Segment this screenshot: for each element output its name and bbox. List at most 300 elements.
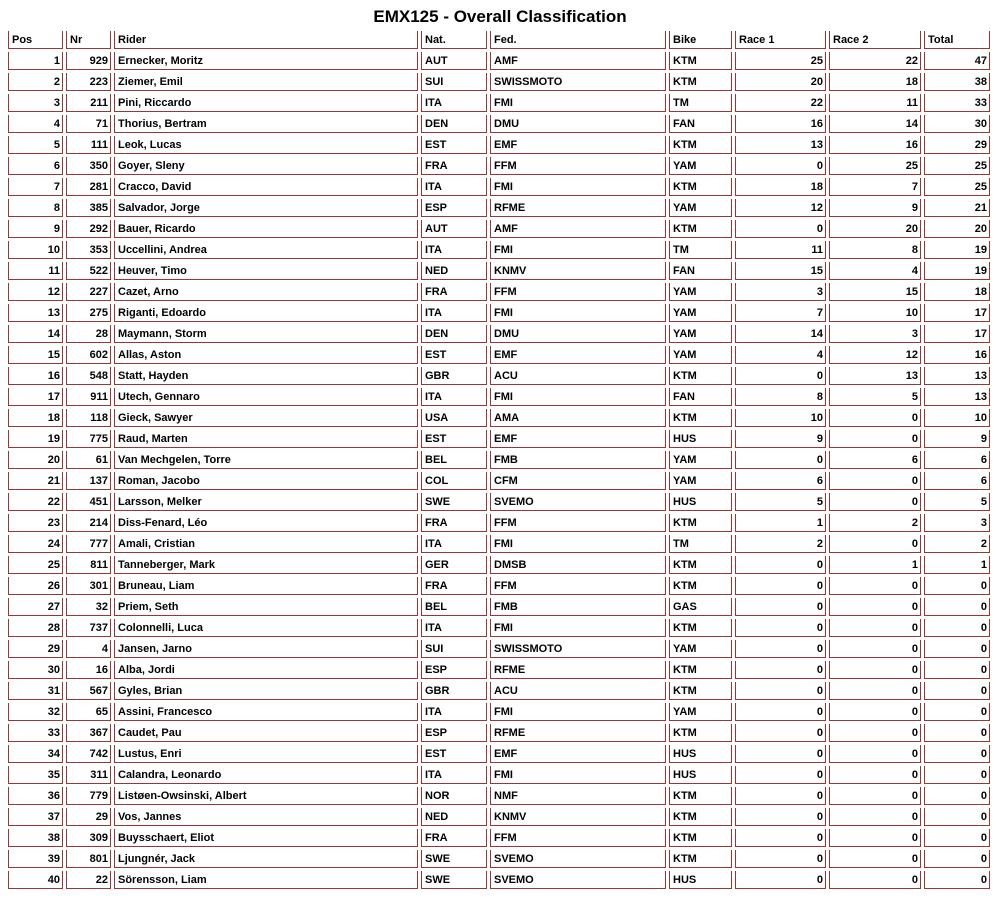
cell-nat: ITA <box>421 178 487 196</box>
cell-race2: 0 <box>829 766 921 784</box>
cell-bike: HUS <box>669 745 732 763</box>
cell-pos: 33 <box>8 724 63 742</box>
table-row <box>8 577 990 595</box>
cell-total: 25 <box>924 178 990 196</box>
cell-pos: 26 <box>8 577 63 595</box>
cell-nat: USA <box>421 409 487 427</box>
cell-rider: Ljungnér, Jack <box>114 850 418 868</box>
table-row <box>8 745 990 763</box>
cell-fed: SVEMO <box>490 493 666 511</box>
table-row <box>8 808 990 826</box>
cell-fed: EMF <box>490 745 666 763</box>
cell-fed: EMF <box>490 136 666 154</box>
cell-nr: 567 <box>66 682 111 700</box>
table-row <box>8 829 990 847</box>
cell-race1: 0 <box>735 787 826 805</box>
cell-pos: 16 <box>8 367 63 385</box>
cell-bike: TM <box>669 535 732 553</box>
cell-bike: GAS <box>669 598 732 616</box>
cell-race2: 1 <box>829 556 921 574</box>
cell-nr: 775 <box>66 430 111 448</box>
cell-nat: ITA <box>421 304 487 322</box>
cell-rider: Leok, Lucas <box>114 136 418 154</box>
cell-pos: 30 <box>8 661 63 679</box>
cell-rider: Bruneau, Liam <box>114 577 418 595</box>
cell-rider: Statt, Hayden <box>114 367 418 385</box>
page-title: EMX125 - Overall Classification <box>373 7 627 26</box>
cell-nr: 28 <box>66 325 111 343</box>
cell-pos: 13 <box>8 304 63 322</box>
col-header-rider: Rider <box>114 31 418 49</box>
table-body <box>8 52 990 889</box>
cell-nr: 4 <box>66 640 111 658</box>
cell-race1: 4 <box>735 346 826 364</box>
cell-nr: 779 <box>66 787 111 805</box>
cell-total: 38 <box>924 73 990 91</box>
cell-nat: COL <box>421 472 487 490</box>
cell-pos: 32 <box>8 703 63 721</box>
cell-rider: Raud, Marten <box>114 430 418 448</box>
cell-pos: 35 <box>8 766 63 784</box>
cell-rider: Lustus, Enri <box>114 745 418 763</box>
cell-pos: 1 <box>8 52 63 70</box>
cell-total: 33 <box>924 94 990 112</box>
cell-nat: SUI <box>421 73 487 91</box>
cell-fed: RFME <box>490 661 666 679</box>
cell-total: 29 <box>924 136 990 154</box>
cell-race1: 9 <box>735 430 826 448</box>
cell-rider: Thorius, Bertram <box>114 115 418 133</box>
cell-bike: KTM <box>669 682 732 700</box>
cell-total: 0 <box>924 829 990 847</box>
cell-race1: 0 <box>735 703 826 721</box>
cell-rider: Roman, Jacobo <box>114 472 418 490</box>
cell-bike: YAM <box>669 703 732 721</box>
cell-total: 10 <box>924 409 990 427</box>
cell-nat: DEN <box>421 325 487 343</box>
cell-nat: AUT <box>421 52 487 70</box>
cell-bike: KTM <box>669 409 732 427</box>
cell-pos: 39 <box>8 850 63 868</box>
cell-race1: 5 <box>735 493 826 511</box>
cell-total: 0 <box>924 703 990 721</box>
cell-total: 6 <box>924 451 990 469</box>
cell-total: 17 <box>924 325 990 343</box>
cell-bike: TM <box>669 241 732 259</box>
table-row <box>8 640 990 658</box>
cell-fed: KNMV <box>490 262 666 280</box>
cell-race1: 18 <box>735 178 826 196</box>
header-row <box>8 31 990 49</box>
cell-nr: 211 <box>66 94 111 112</box>
cell-race2: 20 <box>829 220 921 238</box>
cell-bike: HUS <box>669 430 732 448</box>
cell-pos: 36 <box>8 787 63 805</box>
cell-rider: Buysschaert, Eliot <box>114 829 418 847</box>
cell-rider: Riganti, Edoardo <box>114 304 418 322</box>
cell-fed: RFME <box>490 199 666 217</box>
cell-pos: 23 <box>8 514 63 532</box>
cell-bike: YAM <box>669 199 732 217</box>
cell-rider: Sörensson, Liam <box>114 871 418 889</box>
cell-race2: 16 <box>829 136 921 154</box>
cell-nr: 61 <box>66 451 111 469</box>
cell-nat: EST <box>421 346 487 364</box>
table-row <box>8 94 990 112</box>
cell-race2: 0 <box>829 409 921 427</box>
cell-nat: EST <box>421 430 487 448</box>
cell-bike: YAM <box>669 346 732 364</box>
cell-pos: 9 <box>8 220 63 238</box>
cell-nat: SWE <box>421 493 487 511</box>
cell-total: 2 <box>924 535 990 553</box>
cell-fed: FMI <box>490 535 666 553</box>
cell-bike: FAN <box>669 388 732 406</box>
cell-race1: 0 <box>735 829 826 847</box>
cell-race2: 18 <box>829 73 921 91</box>
cell-race2: 0 <box>829 661 921 679</box>
cell-nr: 385 <box>66 199 111 217</box>
cell-nr: 281 <box>66 178 111 196</box>
cell-total: 0 <box>924 787 990 805</box>
cell-fed: FFM <box>490 283 666 301</box>
col-header-pos: Pos <box>8 31 63 49</box>
cell-race1: 0 <box>735 871 826 889</box>
cell-pos: 5 <box>8 136 63 154</box>
table-header <box>8 31 990 49</box>
cell-fed: FMI <box>490 178 666 196</box>
cell-nr: 309 <box>66 829 111 847</box>
cell-fed: KNMV <box>490 808 666 826</box>
cell-race1: 15 <box>735 262 826 280</box>
cell-total: 6 <box>924 472 990 490</box>
cell-race1: 8 <box>735 388 826 406</box>
table-row <box>8 304 990 322</box>
col-header-bike: Bike <box>669 31 732 49</box>
cell-rider: Colonnelli, Luca <box>114 619 418 637</box>
cell-nat: GBR <box>421 367 487 385</box>
col-header-race1: Race 1 <box>735 31 826 49</box>
cell-fed: DMSB <box>490 556 666 574</box>
cell-bike: KTM <box>669 136 732 154</box>
cell-rider: Gyles, Brian <box>114 682 418 700</box>
cell-race2: 0 <box>829 787 921 805</box>
cell-bike: HUS <box>669 871 732 889</box>
cell-rider: Gieck, Sawyer <box>114 409 418 427</box>
cell-total: 1 <box>924 556 990 574</box>
cell-race2: 22 <box>829 52 921 70</box>
cell-race2: 25 <box>829 157 921 175</box>
table-row <box>8 157 990 175</box>
table-row <box>8 472 990 490</box>
table-row <box>8 766 990 784</box>
cell-race2: 9 <box>829 199 921 217</box>
table-row <box>8 136 990 154</box>
cell-fed: ACU <box>490 367 666 385</box>
cell-race1: 0 <box>735 157 826 175</box>
cell-race2: 0 <box>829 598 921 616</box>
cell-nat: EST <box>421 136 487 154</box>
cell-pos: 31 <box>8 682 63 700</box>
table-row <box>8 514 990 532</box>
cell-fed: FMI <box>490 241 666 259</box>
cell-nr: 522 <box>66 262 111 280</box>
cell-race2: 0 <box>829 577 921 595</box>
cell-nr: 353 <box>66 241 111 259</box>
table-row <box>8 787 990 805</box>
cell-fed: SWISSMOTO <box>490 640 666 658</box>
cell-pos: 38 <box>8 829 63 847</box>
table-row <box>8 871 990 889</box>
table-row <box>8 535 990 553</box>
cell-pos: 15 <box>8 346 63 364</box>
cell-race2: 0 <box>829 430 921 448</box>
cell-bike: YAM <box>669 640 732 658</box>
cell-race2: 0 <box>829 808 921 826</box>
cell-rider: Vos, Jannes <box>114 808 418 826</box>
table-row <box>8 556 990 574</box>
cell-nat: ITA <box>421 619 487 637</box>
cell-total: 0 <box>924 598 990 616</box>
cell-nat: BEL <box>421 451 487 469</box>
col-header-fed: Fed. <box>490 31 666 49</box>
cell-fed: AMF <box>490 52 666 70</box>
cell-nr: 742 <box>66 745 111 763</box>
cell-total: 19 <box>924 262 990 280</box>
cell-pos: 27 <box>8 598 63 616</box>
cell-nr: 275 <box>66 304 111 322</box>
cell-nr: 29 <box>66 808 111 826</box>
cell-total: 0 <box>924 850 990 868</box>
cell-fed: EMF <box>490 430 666 448</box>
cell-race2: 0 <box>829 640 921 658</box>
cell-pos: 3 <box>8 94 63 112</box>
cell-nat: GER <box>421 556 487 574</box>
cell-race1: 0 <box>735 451 826 469</box>
cell-total: 0 <box>924 661 990 679</box>
cell-race1: 0 <box>735 577 826 595</box>
col-header-nat: Nat. <box>421 31 487 49</box>
cell-rider: Ziemer, Emil <box>114 73 418 91</box>
cell-bike: KTM <box>669 52 732 70</box>
cell-race2: 6 <box>829 451 921 469</box>
cell-race1: 22 <box>735 94 826 112</box>
cell-race2: 0 <box>829 871 921 889</box>
cell-pos: 25 <box>8 556 63 574</box>
col-header-race2: Race 2 <box>829 31 921 49</box>
cell-race2: 0 <box>829 724 921 742</box>
cell-nr: 223 <box>66 73 111 91</box>
cell-bike: KTM <box>669 220 732 238</box>
cell-nr: 65 <box>66 703 111 721</box>
cell-bike: FAN <box>669 115 732 133</box>
table-row <box>8 115 990 133</box>
cell-nat: FRA <box>421 829 487 847</box>
cell-race1: 2 <box>735 535 826 553</box>
cell-fed: FMI <box>490 304 666 322</box>
cell-race2: 11 <box>829 94 921 112</box>
cell-rider: Jansen, Jarno <box>114 640 418 658</box>
cell-race1: 0 <box>735 724 826 742</box>
cell-nat: GBR <box>421 682 487 700</box>
cell-race2: 0 <box>829 682 921 700</box>
cell-race1: 0 <box>735 745 826 763</box>
cell-nr: 602 <box>66 346 111 364</box>
cell-total: 19 <box>924 241 990 259</box>
cell-race2: 0 <box>829 493 921 511</box>
cell-pos: 4 <box>8 115 63 133</box>
cell-pos: 18 <box>8 409 63 427</box>
cell-rider: Goyer, Sleny <box>114 157 418 175</box>
cell-total: 17 <box>924 304 990 322</box>
cell-bike: HUS <box>669 766 732 784</box>
cell-fed: EMF <box>490 346 666 364</box>
cell-bike: KTM <box>669 577 732 595</box>
cell-nr: 111 <box>66 136 111 154</box>
cell-race2: 3 <box>829 325 921 343</box>
cell-race2: 15 <box>829 283 921 301</box>
cell-rider: Assini, Francesco <box>114 703 418 721</box>
cell-race1: 1 <box>735 514 826 532</box>
cell-nr: 451 <box>66 493 111 511</box>
cell-pos: 19 <box>8 430 63 448</box>
cell-bike: YAM <box>669 157 732 175</box>
cell-total: 0 <box>924 640 990 658</box>
cell-total: 13 <box>924 367 990 385</box>
cell-race1: 20 <box>735 73 826 91</box>
cell-nat: ITA <box>421 241 487 259</box>
cell-race1: 0 <box>735 682 826 700</box>
cell-nat: ITA <box>421 535 487 553</box>
cell-total: 20 <box>924 220 990 238</box>
cell-race1: 7 <box>735 304 826 322</box>
table-row <box>8 598 990 616</box>
cell-bike: TM <box>669 94 732 112</box>
table-row <box>8 703 990 721</box>
cell-nr: 137 <box>66 472 111 490</box>
cell-pos: 21 <box>8 472 63 490</box>
cell-fed: FMI <box>490 619 666 637</box>
classification-table <box>5 28 993 892</box>
table-row <box>8 724 990 742</box>
cell-rider: Bauer, Ricardo <box>114 220 418 238</box>
cell-pos: 37 <box>8 808 63 826</box>
cell-nat: FRA <box>421 283 487 301</box>
cell-rider: Heuver, Timo <box>114 262 418 280</box>
cell-race2: 0 <box>829 472 921 490</box>
table-row <box>8 283 990 301</box>
cell-fed: DMU <box>490 325 666 343</box>
cell-rider: Priem, Seth <box>114 598 418 616</box>
cell-total: 3 <box>924 514 990 532</box>
cell-race2: 4 <box>829 262 921 280</box>
cell-race2: 0 <box>829 535 921 553</box>
cell-nat: ITA <box>421 94 487 112</box>
table-row <box>8 430 990 448</box>
cell-race2: 13 <box>829 367 921 385</box>
cell-total: 47 <box>924 52 990 70</box>
cell-nr: 301 <box>66 577 111 595</box>
cell-rider: Alba, Jordi <box>114 661 418 679</box>
cell-rider: Van Mechgelen, Torre <box>114 451 418 469</box>
cell-nat: SUI <box>421 640 487 658</box>
cell-race2: 0 <box>829 850 921 868</box>
col-header-nr: Nr <box>66 31 111 49</box>
cell-fed: ACU <box>490 682 666 700</box>
table-row <box>8 451 990 469</box>
table-row <box>8 52 990 70</box>
cell-nat: AUT <box>421 220 487 238</box>
cell-nat: FRA <box>421 157 487 175</box>
cell-bike: YAM <box>669 451 732 469</box>
cell-bike: KTM <box>669 178 732 196</box>
table-row <box>8 682 990 700</box>
cell-nat: ITA <box>421 703 487 721</box>
cell-race2: 12 <box>829 346 921 364</box>
table-row <box>8 367 990 385</box>
cell-bike: YAM <box>669 283 732 301</box>
cell-nr: 16 <box>66 661 111 679</box>
cell-race1: 0 <box>735 640 826 658</box>
cell-rider: Listøen-Owsinski, Albert <box>114 787 418 805</box>
cell-bike: HUS <box>669 493 732 511</box>
cell-fed: AMA <box>490 409 666 427</box>
cell-bike: KTM <box>669 724 732 742</box>
cell-race1: 10 <box>735 409 826 427</box>
cell-nat: ESP <box>421 661 487 679</box>
cell-total: 0 <box>924 724 990 742</box>
cell-rider: Allas, Aston <box>114 346 418 364</box>
cell-total: 0 <box>924 619 990 637</box>
table-row <box>8 850 990 868</box>
cell-race1: 0 <box>735 850 826 868</box>
cell-race1: 6 <box>735 472 826 490</box>
cell-bike: KTM <box>669 829 732 847</box>
cell-pos: 6 <box>8 157 63 175</box>
cell-rider: Uccellini, Andrea <box>114 241 418 259</box>
cell-fed: FMB <box>490 451 666 469</box>
cell-race2: 10 <box>829 304 921 322</box>
cell-fed: FMB <box>490 598 666 616</box>
cell-bike: KTM <box>669 661 732 679</box>
cell-rider: Pini, Riccardo <box>114 94 418 112</box>
cell-rider: Ernecker, Moritz <box>114 52 418 70</box>
cell-race1: 12 <box>735 199 826 217</box>
cell-pos: 12 <box>8 283 63 301</box>
cell-fed: RFME <box>490 724 666 742</box>
cell-pos: 28 <box>8 619 63 637</box>
cell-nat: ITA <box>421 388 487 406</box>
cell-rider: Caudet, Pau <box>114 724 418 742</box>
cell-bike: KTM <box>669 556 732 574</box>
cell-nr: 801 <box>66 850 111 868</box>
cell-race1: 14 <box>735 325 826 343</box>
cell-nat: FRA <box>421 514 487 532</box>
cell-nat: DEN <box>421 115 487 133</box>
cell-race1: 0 <box>735 220 826 238</box>
cell-fed: DMU <box>490 115 666 133</box>
cell-bike: KTM <box>669 850 732 868</box>
table-row <box>8 346 990 364</box>
cell-nr: 548 <box>66 367 111 385</box>
cell-rider: Tanneberger, Mark <box>114 556 418 574</box>
cell-nr: 911 <box>66 388 111 406</box>
cell-pos: 14 <box>8 325 63 343</box>
cell-nr: 777 <box>66 535 111 553</box>
cell-rider: Cracco, David <box>114 178 418 196</box>
cell-nr: 71 <box>66 115 111 133</box>
cell-race2: 7 <box>829 178 921 196</box>
